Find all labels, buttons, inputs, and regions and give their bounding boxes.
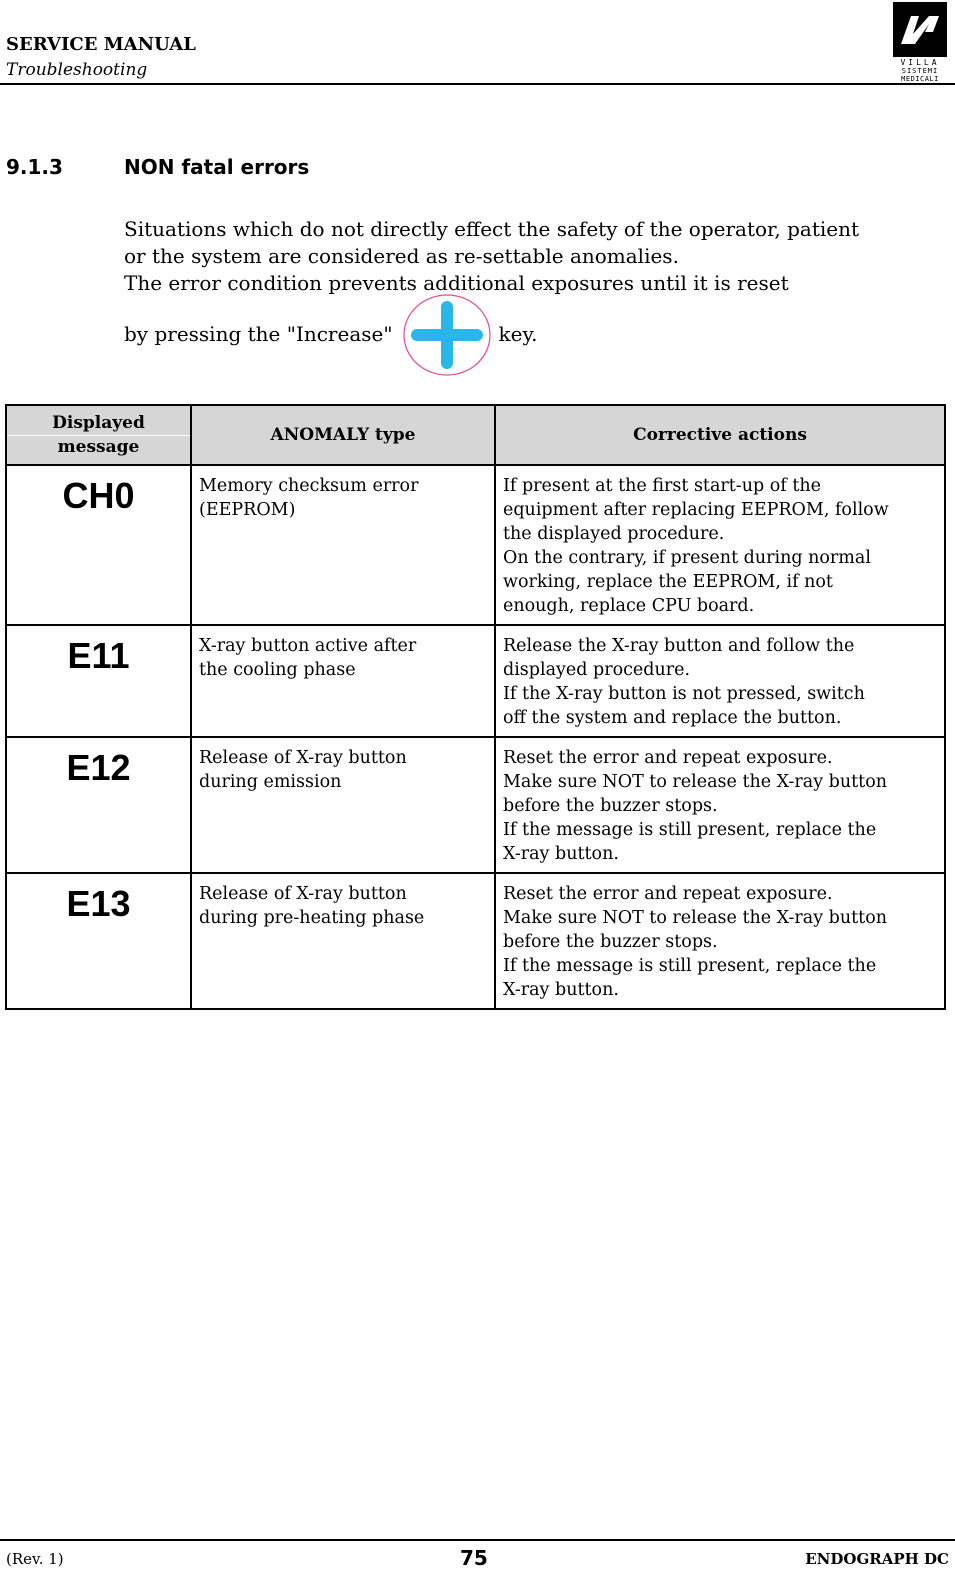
error-code: E11: [6, 625, 191, 737]
plus-icon-horizontal: [411, 329, 483, 341]
error-code: E12: [6, 737, 191, 873]
anomaly-line: during pre-heating phase: [199, 908, 425, 928]
action-line: enough, replace CPU board.: [503, 596, 755, 616]
intro-key-line: [124, 321, 944, 348]
header-message-line: Displayed: [7, 412, 190, 436]
action-line: working, replace the EEPROM, if not: [503, 572, 833, 592]
product-name: ENDOGRAPH DC: [805, 1550, 949, 1568]
action-line: If present at the first start-up of the: [503, 476, 821, 496]
increase-key-icon: [401, 293, 493, 377]
anomaly-line: X-ray button active after: [199, 636, 417, 656]
header-displayed-message: [6, 405, 191, 465]
anomaly-line: the cooling phase: [199, 660, 356, 680]
anomaly-cell: [191, 465, 495, 625]
non-fatal-errors-table: [5, 404, 946, 1010]
action-line: before the buzzer stops.: [503, 796, 718, 816]
table-row: [6, 873, 945, 1009]
actions-cell: [495, 465, 945, 625]
action-line: displayed procedure.: [503, 660, 691, 680]
footer-divider: [0, 1539, 955, 1541]
actions-cell: [495, 873, 945, 1009]
action-line: before the buzzer stops.: [503, 932, 718, 952]
anomaly-line: during emission: [199, 772, 342, 792]
intro-paragraph: [124, 216, 944, 348]
action-line: If the message is still present, replace the: [503, 956, 877, 976]
action-line: Make sure NOT to release the X-ray button: [503, 908, 888, 928]
action-line: Reset the error and repeat exposure.: [503, 748, 833, 768]
action-line: If the X-ray button is not pressed, switch: [503, 684, 865, 704]
page-number: 75: [460, 1546, 488, 1570]
anomaly-cell: [191, 873, 495, 1009]
table-header-row: [6, 405, 945, 465]
revision-label: (Rev. 1): [6, 1550, 64, 1568]
action-line: Release the X-ray button and follow the: [503, 636, 855, 656]
header-message-line: message: [57, 436, 140, 457]
anomaly-line: Release of X-ray button: [199, 884, 407, 904]
manual-title: SERVICE MANUAL: [6, 34, 196, 55]
error-code: CH0: [6, 465, 191, 625]
section-title: NON fatal errors: [124, 155, 310, 179]
action-line: On the contrary, if present during normal: [503, 548, 871, 568]
action-line: off the system and replace the button.: [503, 708, 842, 728]
action-line: X-ray button.: [503, 844, 619, 864]
anomaly-line: Memory checksum error: [199, 476, 419, 496]
action-line: the displayed procedure.: [503, 524, 725, 544]
anomaly-line: (EEPROM): [199, 500, 296, 520]
header-corrective-actions: Corrective actions: [495, 405, 945, 465]
chapter-subtitle: Troubleshooting: [6, 60, 148, 80]
table-row: [6, 465, 945, 625]
section-number: 9.1.3: [6, 155, 63, 179]
action-line: equipment after replacing EEPROM, follow: [503, 500, 889, 520]
logo-line2: SISTEMI: [901, 67, 939, 75]
intro-line: by pressing the "Increase": [124, 322, 393, 346]
villa-logo: [893, 2, 947, 82]
actions-cell: [495, 625, 945, 737]
anomaly-line: Release of X-ray button: [199, 748, 407, 768]
anomaly-cell: [191, 737, 495, 873]
header-anomaly-type: ANOMALY type: [191, 405, 495, 465]
intro-line: The error condition prevents additional exposures until it is reset: [124, 271, 789, 295]
anomaly-cell: [191, 625, 495, 737]
intro-line: or the system are considered as re-settable anomalies.: [124, 244, 679, 268]
action-line: If the message is still present, replace the: [503, 820, 877, 840]
intro-line: Situations which do not directly effect the safety of the operator, patient: [124, 217, 860, 241]
action-line: Reset the error and repeat exposure.: [503, 884, 833, 904]
table-row: [6, 737, 945, 873]
actions-cell: [495, 737, 945, 873]
header-divider: [0, 83, 955, 85]
logo-line1: VILLA: [900, 58, 940, 67]
action-line: Make sure NOT to release the X-ray button: [503, 772, 888, 792]
logo-line3: MEDICALI: [901, 75, 939, 82]
table-row: [6, 625, 945, 737]
intro-line: key.: [498, 322, 538, 346]
error-code: E13: [6, 873, 191, 1009]
action-line: X-ray button.: [503, 980, 619, 1000]
